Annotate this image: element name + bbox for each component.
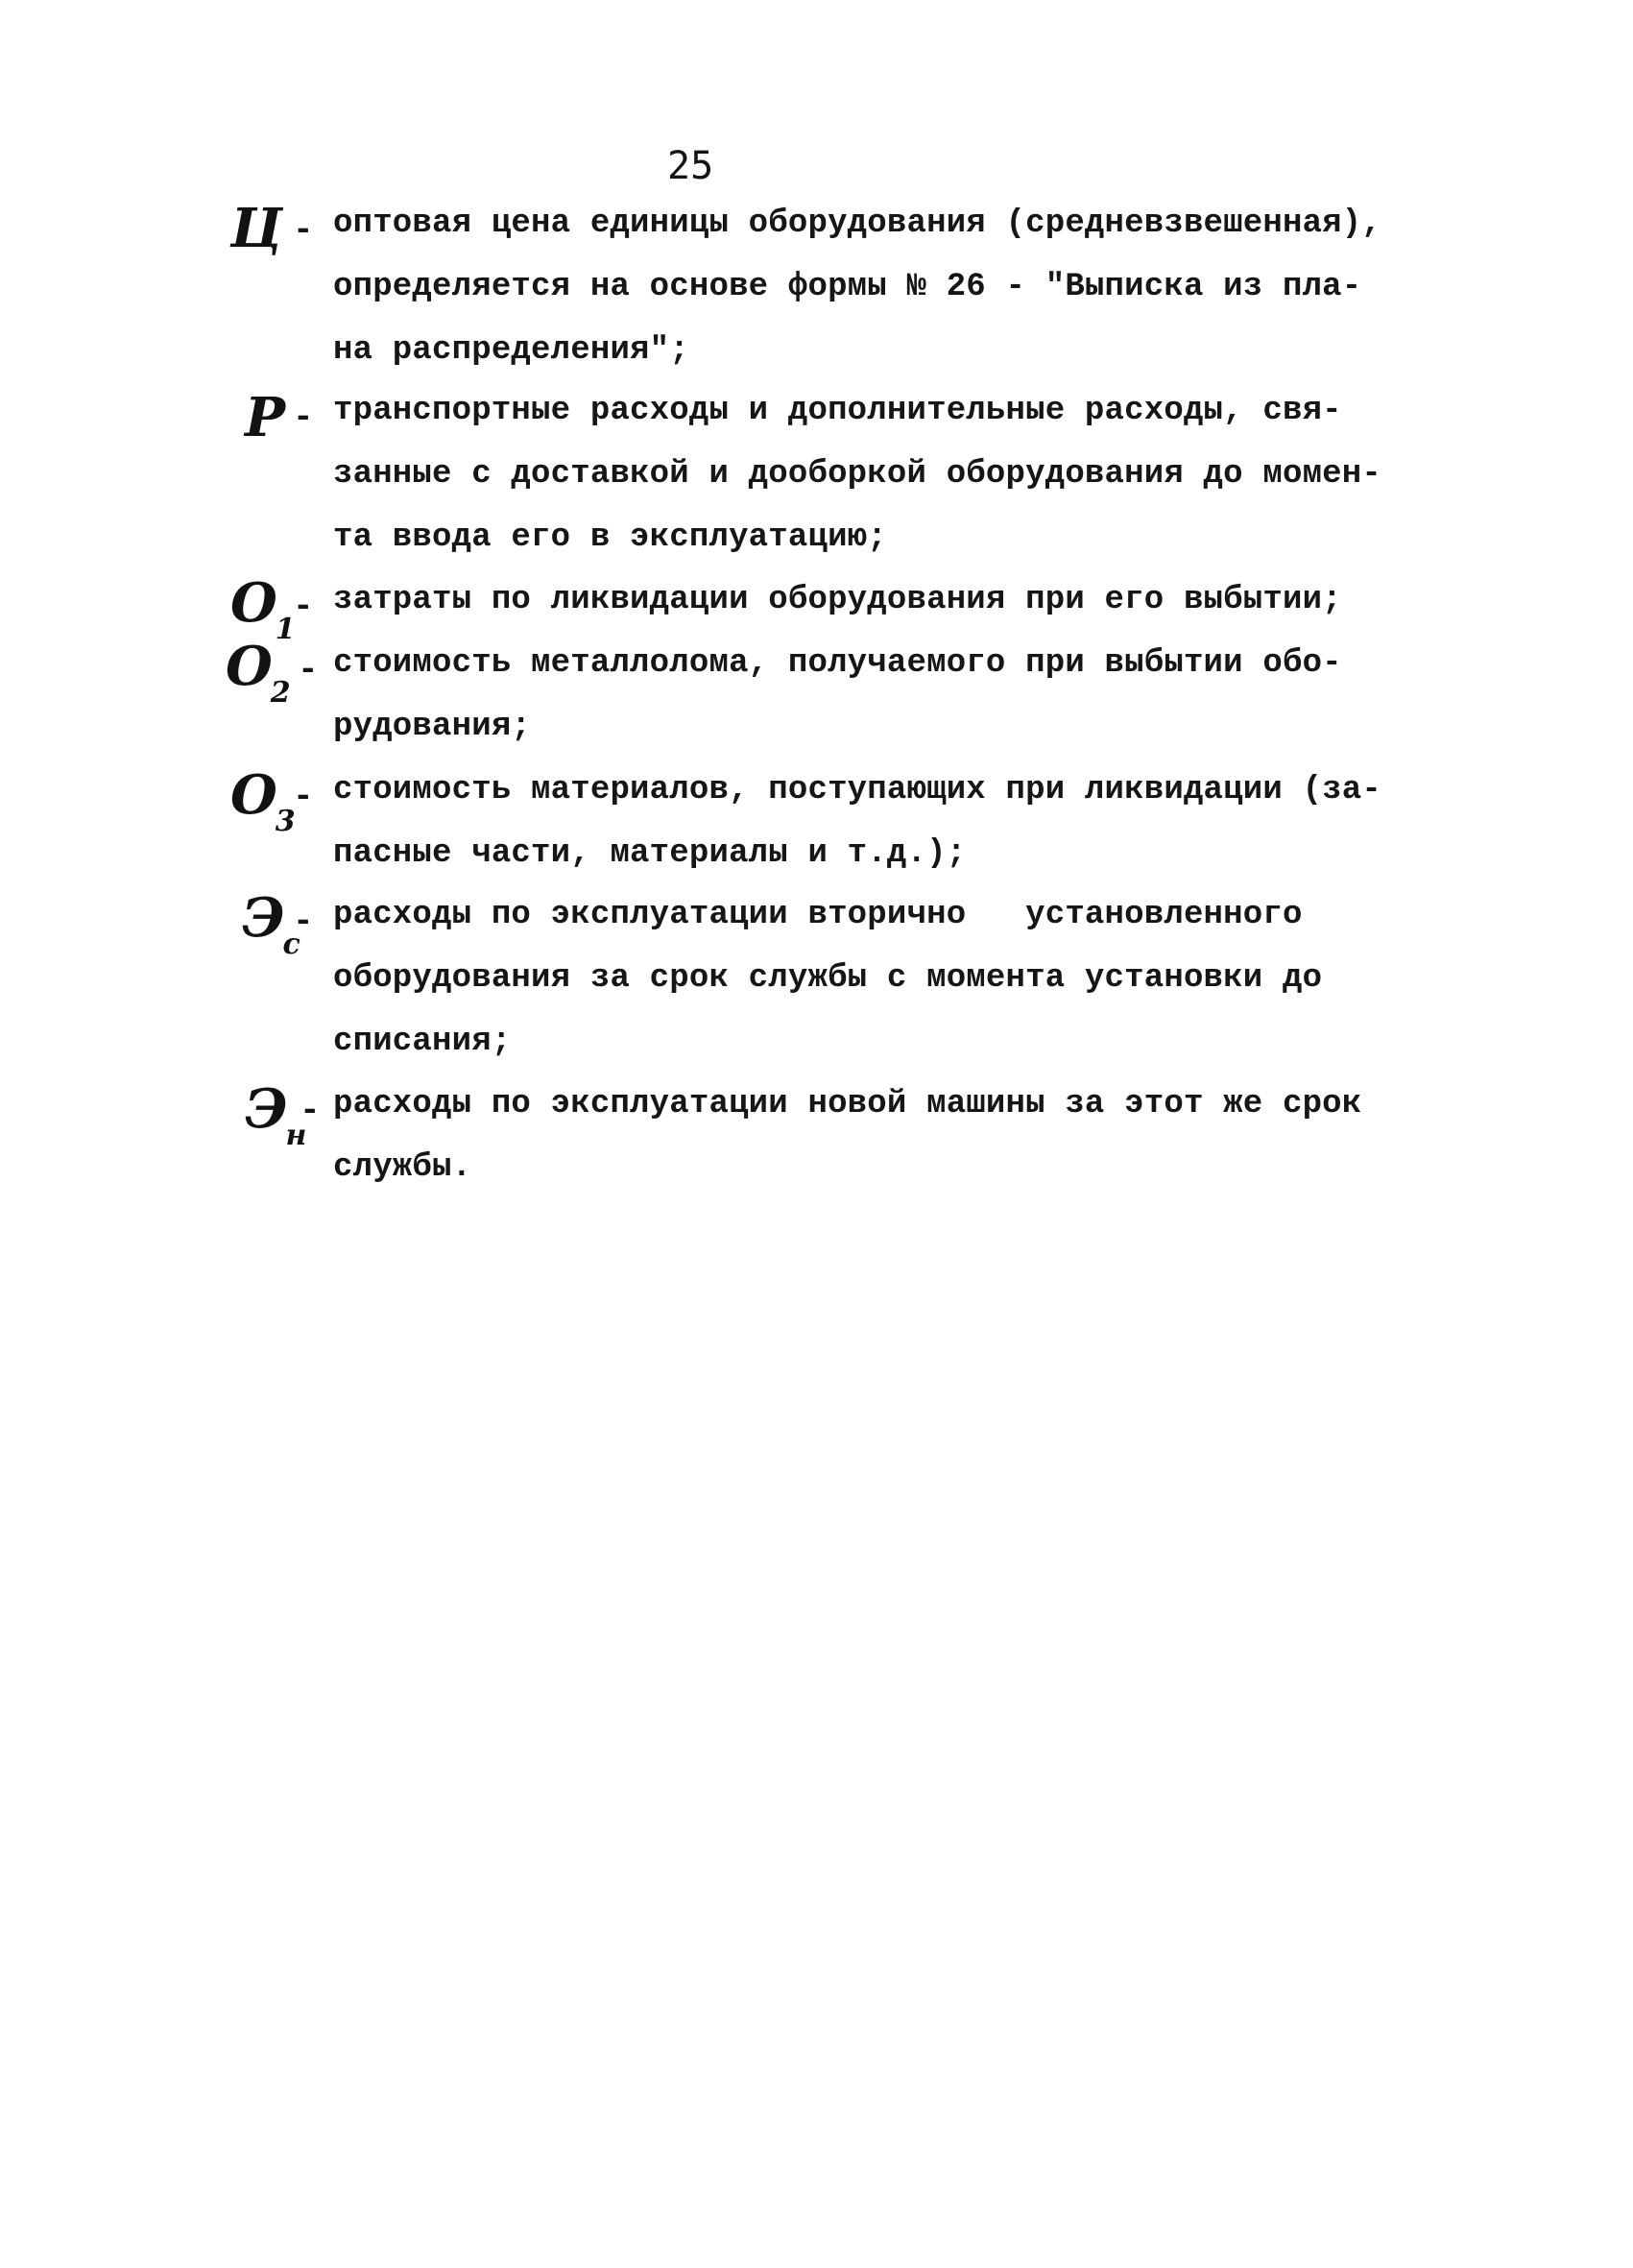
definition-line: занные с доставкой и дооборкой оборудования до момен- — [333, 456, 1381, 493]
definition-line: оптовая цена единицы оборудования (средневзвешенная), — [333, 205, 1381, 242]
definition-dash: - — [293, 210, 314, 250]
symbol-subscript: н — [285, 1119, 307, 1153]
symbol-letter: Э — [242, 886, 285, 950]
symbol-letter: Э — [245, 1077, 288, 1141]
definition-text — [333, 632, 1351, 759]
definition-symbol — [245, 1077, 307, 1157]
definition-line: оборудования за срок службы с момента установки до — [333, 960, 1323, 997]
definition-symbol — [245, 386, 286, 466]
symbol-letter: Ц — [230, 197, 283, 260]
definition-line: затраты по ликвидации оборудования при его выбытии; — [333, 582, 1342, 618]
definition-line: определяется на основе формы № 26 - "Выписка из пла- — [333, 269, 1362, 305]
definition-text — [333, 759, 1381, 885]
definition-dash: - — [298, 650, 319, 689]
definition-line: транспортные расходы и дополнительные расходы, свя- — [333, 393, 1342, 429]
symbol-letter: O — [230, 763, 277, 827]
definition-symbol — [230, 763, 296, 843]
definition-dash: - — [300, 1091, 321, 1130]
symbol-subscript: 1 — [275, 613, 296, 647]
definition-line: на распределения"; — [333, 332, 689, 369]
symbol-letter: P — [245, 386, 286, 449]
definition-line: рудования; — [333, 709, 532, 745]
definition-text — [333, 379, 1381, 569]
page-number: 25 — [667, 144, 714, 188]
definition-text — [333, 1073, 1362, 1199]
symbol-subscript: с — [282, 928, 300, 962]
definition-line: службы. — [333, 1149, 472, 1186]
definition-line: та ввода его в эксплуатацию; — [333, 519, 887, 556]
definition-symbol — [226, 635, 291, 714]
definition-symbol — [230, 197, 283, 277]
definition-dash: - — [293, 587, 314, 626]
symbol-subscript: 2 — [270, 676, 291, 711]
definition-line: стоимость металлолома, получаемого при выбытии обо- — [333, 645, 1342, 682]
symbol-letter: O — [230, 571, 277, 635]
definition-line: списания; — [333, 1024, 512, 1060]
definition-dash: - — [293, 398, 314, 437]
definition-text — [333, 192, 1381, 382]
definition-dash: - — [293, 777, 314, 816]
definition-line: пасные части, материалы и т.д.); — [333, 835, 967, 872]
definition-line: стоимость материалов, поступающих при ликвидации (за- — [333, 772, 1381, 808]
definition-dash: - — [293, 902, 314, 941]
definition-text — [333, 883, 1351, 1074]
definition-line: расходы по эксплуатации новой машины за этот же срок — [333, 1086, 1362, 1122]
symbol-letter: O — [226, 635, 273, 698]
symbol-subscript: 3 — [275, 805, 296, 839]
definition-text — [333, 568, 1351, 632]
definition-line: расходы по эксплуатации вторично установленного — [333, 897, 1303, 933]
definition-symbol — [242, 886, 300, 966]
